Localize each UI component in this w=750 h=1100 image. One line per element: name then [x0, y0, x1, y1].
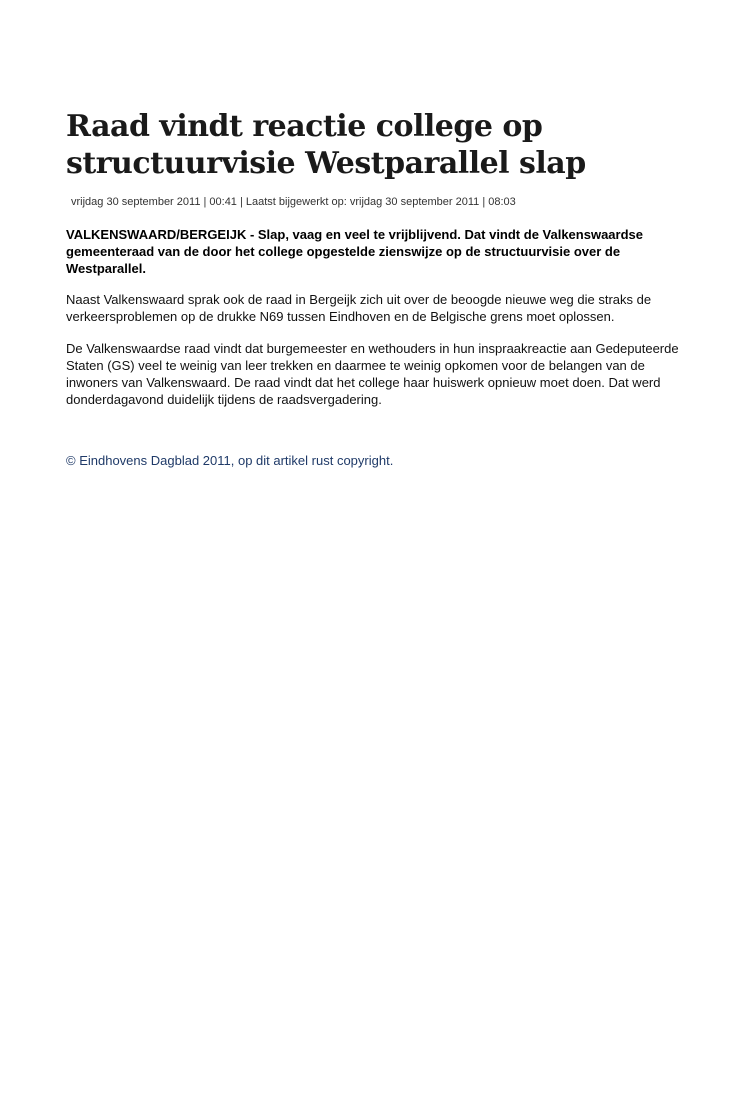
article-lead: VALKENSWAARD/BERGEIJK - Slap, vaag en veel te vrijblijvend. Dat vindt de Valkenswaardse gemeenteraad van de door het college opgestelde zienswijze op de structuurvisie over de Westparallel.: [66, 227, 643, 276]
article-meta: vrijdag 30 september 2011 | 00:41 | Laatst bijgewerkt op: vrijdag 30 september 2011 | 08:03: [71, 196, 516, 208]
article-title: Raad vindt reactie college op structuurvisie Westparallel slap: [66, 109, 586, 181]
copyright-notice: © Eindhovens Dagblad 2011, op dit artikel rust copyright.: [66, 453, 394, 468]
article-paragraph: Naast Valkenswaard sprak ook de raad in Bergeijk zich uit over de beoogde nieuwe weg die straks de verkeersproblemen op de drukke N69 tussen Eindhoven en de Belgische grens moet oplossen.: [66, 292, 652, 324]
article-paragraph: De Valkenswaardse raad vindt dat burgemeester en wethouders in hun inspraakreactie aan Gedeputeerde Staten (GS) veel te weinig van leer trekken en daarmee te weinig opkomen voor de belangen van de inwoners van Valkenswaard. De raad vindt dat het college haar huiswerk opnieuw moet doen. Dat werd donderdagavond duidelijk tijdens de raadsvergadering.: [66, 341, 679, 407]
article: [66, 108, 696, 469]
